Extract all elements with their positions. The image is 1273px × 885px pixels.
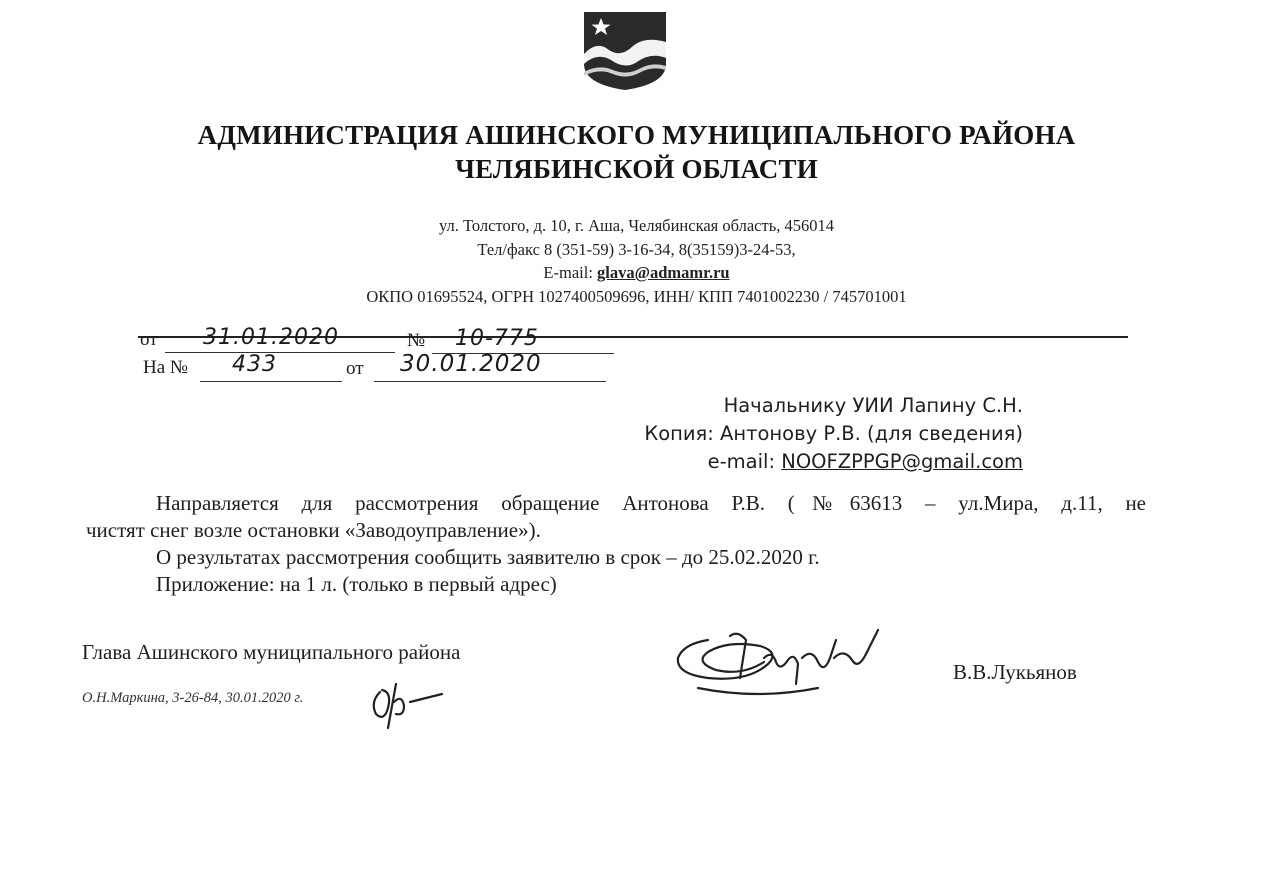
- reference-date: 30.01.2020: [400, 351, 542, 377]
- reference-number-underline: [200, 381, 342, 382]
- outgoing-date-underline: [165, 352, 395, 353]
- reference-number-label: На №: [143, 357, 189, 378]
- executor-note: О.Н.Маркина, 3-26-84, 30.01.2020 г.: [82, 690, 304, 706]
- reference-date-underline: [374, 381, 606, 382]
- organization-email: [0, 261, 1273, 285]
- organization-title: [0, 118, 1273, 186]
- email-label: E-mail:: [543, 263, 598, 282]
- body-paragraph-1-line-2: чистят снег возле остановки «Заводоуправление»).: [86, 518, 541, 542]
- body-attachment: Приложение: на 1 л. (только в первый адрес): [156, 572, 557, 596]
- organization-contacts: [0, 214, 1273, 308]
- phone-fax: Тел/факс 8 (351-59) 3-16-34, 8(35159)3-24-53,: [477, 239, 796, 259]
- outgoing-number-label: №: [407, 330, 426, 351]
- coat-of-arms-emblem: [581, 10, 669, 92]
- body-paragraph-2: О результатах рассмотрения сообщить заявителю в срок – до 25.02.2020 г.: [156, 545, 820, 569]
- reference-date-label: от: [346, 358, 364, 379]
- addressee-email-link[interactable]: NOOFZPPGP@gmail.com: [781, 450, 1023, 473]
- executor-initials-signature: [366, 672, 446, 732]
- organization-title-line1: АДМИНИСТРАЦИЯ АШИНСКОГО МУНИЦИПАЛЬНОГО РАЙОНА: [197, 120, 1076, 150]
- email-link[interactable]: glava@admamr.ru: [597, 263, 730, 282]
- handwritten-signature: [668, 618, 890, 702]
- addressee-recipient: Начальнику УИИ Лапину С.Н.: [723, 394, 1023, 417]
- addressee-copy: Копия: Антонову Р.В. (для сведения): [644, 422, 1023, 445]
- postal-address: ул. Толстого, д. 10, г. Аша, Челябинская область, 456014: [439, 216, 834, 235]
- outgoing-number: 10-775: [455, 326, 539, 351]
- outgoing-date: 31.01.2020: [203, 325, 339, 350]
- body-paragraph-1-line-1: Направляется для рассмотрения обращение Антонова Р.В. (№63613 – ул.Мира, д.11, не: [156, 491, 1146, 515]
- signatory-position: Глава Ашинского муниципального района: [82, 640, 461, 664]
- addressee-email: [644, 448, 1023, 476]
- reference-number: 433: [232, 352, 277, 377]
- addressee-email-label: e-mail:: [707, 450, 782, 473]
- addressee-block: [644, 392, 1023, 476]
- signatory-name: В.В.Лукьянов: [953, 660, 1077, 684]
- registration-codes: ОКПО 01695524, ОГРН 1027400509696, ИНН/ КПП 7401002230 / 745701001: [366, 286, 907, 306]
- organization-title-line2: ЧЕЛЯБИНСКОЙ ОБЛАСТИ: [455, 154, 818, 184]
- letter-body: [86, 490, 1146, 598]
- outgoing-date-label: от: [140, 329, 158, 350]
